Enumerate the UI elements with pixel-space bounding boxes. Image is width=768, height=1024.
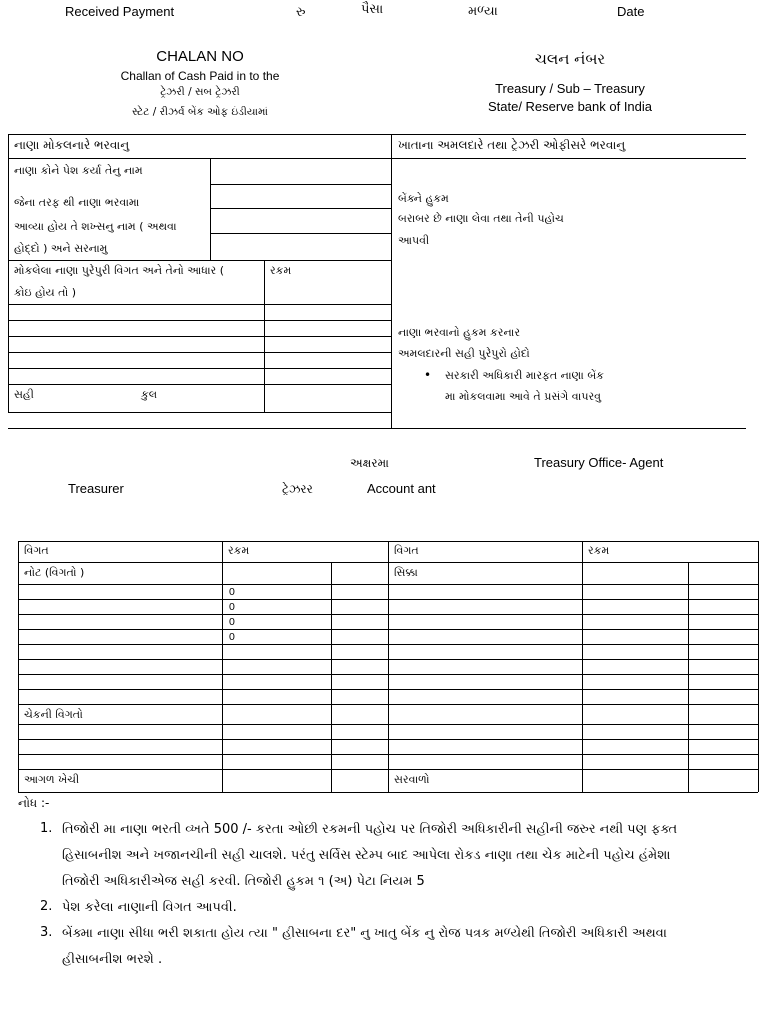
chalan-number-gu-title: ચલન નંબર (534, 50, 606, 68)
note-1-number: 1. (40, 821, 53, 836)
bullet-mark: • (424, 368, 432, 382)
received-payment-label: Received Payment (65, 4, 175, 19)
bank-order-line-1: બેંક્ને હુકમ (398, 192, 449, 205)
amount-label: રકમ (270, 264, 292, 277)
payer-line-3: હોદ્દો ) અને સરનામુ (14, 242, 108, 255)
amount-zero-2: 0 (229, 601, 235, 613)
signature-label: સહી (14, 388, 34, 401)
amount-zero-1: 0 (229, 586, 235, 598)
bullet-line-2: મા મોકલવામા આવે તે પ્રસંગે વાપરવુ (445, 390, 601, 403)
note-2-line-1: પેશ કરેલા નાણાની વિગત આપવી. (62, 900, 237, 915)
order-officer-line-2: અમલદારની સહી પુરેપુરો હોદો (398, 347, 530, 360)
note-3-line-2: હીસાબનીશ ભરશે . (62, 952, 163, 967)
col-amount-right: રકમ (588, 544, 610, 557)
accountant-label: Account ant (367, 481, 436, 496)
coins-label: સિક્કા (394, 566, 418, 579)
note-1-line-3: તિજોરી અધિકારીએજ સહી કરવી. તિજોરી હુકમ ૧ (અ) પેટા નિયમ 5 (62, 874, 425, 889)
officer-fill-header: ખાતાના અમલદારે તથા ટ્રેઝરી ઓફીસરે ભરવાનુ (398, 138, 626, 152)
rupee-label: રુ (296, 5, 306, 20)
treasurer-label: Treasurer (68, 481, 124, 496)
notes-heading: નોધ :- (18, 796, 50, 810)
bank-gu-line: સ્ટેટ / રીઝર્વ બેંક ઓફ ઇંડીયામાં (131, 106, 268, 118)
paisa-label: પૈસા (361, 2, 384, 17)
bank-order-line-3: આપવી (398, 234, 430, 247)
treasury-sub-line: Treasury / Sub – Treasury (495, 81, 645, 96)
chalan-no-title: CHALAN NO (156, 48, 244, 65)
details-line-1: મોકલેલા નાણા પુરેપુરી વિગત અને તેનો આધાર ( (14, 264, 225, 277)
treasurer-gu-label: ટ્રેઝરર (282, 482, 313, 496)
note-2-number: 2. (40, 899, 53, 914)
date-label: Date (617, 4, 645, 19)
details-line-2: કોઇ હોય તો ) (14, 286, 76, 299)
treasury-gu-line: ટ્રેઝરી / સબ ટ્રેઝરી (160, 86, 240, 98)
in-words-label: અક્ષરમા (350, 456, 389, 470)
state-reserve-line: State/ Reserve bank of India (487, 99, 653, 114)
treasury-office-agent-label: Treasury Office- Agent (534, 455, 664, 470)
note-1-line-2: હિસાબનીશ અને ખજાનચીની સહી ચાલશે. પરંતુ સર્વિસ સ્ટેમ્પ બાદ આપેલા રોકડ નાણા તથા ચેક માટેની પહોચ હંમેશા (62, 848, 671, 863)
notes-label: નોટ (વિગતો ) (24, 566, 85, 579)
presented-to-label: નાણા કોને પેશ કર્યા તેનુ નામ (14, 164, 143, 177)
col-detail-left: વિગત (24, 544, 49, 557)
bullet-line-1: સરકારી અધિકારી મારફત નાણા બેંક (445, 369, 604, 382)
note-1-line-1: તિજોરી મા નાણા ભરતી વ્ખતે 500 /- કરતા ઓછી રકમની પહોચ પર તિજોરી અધિકારીની સહીની જરુર નથી પણ ફક્ત (62, 822, 678, 837)
carried-forward-label: આગળ ખેચી (24, 773, 80, 786)
bank-order-line-2: બરાબર છે નાણા લેવા તથા તેની પહોચ (398, 212, 564, 225)
total-label: કુલ (141, 388, 158, 401)
grand-total-label: સરવાળો (394, 773, 430, 786)
amount-zero-3: 0 (229, 616, 235, 628)
note-3-number: 3. (40, 925, 53, 940)
payer-line-1: જેના તરફ થી નાણા ભરવામા (14, 196, 140, 209)
col-detail-right: વિગત (394, 544, 419, 557)
received-gu-label: મળ્યા (468, 4, 498, 19)
col-amount-left: રકમ (228, 544, 250, 557)
sender-fill-header: નાણા મોકલનારે ભરવાનુ (14, 138, 130, 152)
note-3-line-1: બેંક્મા નાણા સીધા ભરી શકાતા હોય ત્યા " હીસાબના દર" નુ ખાતુ બેંક નુ રોજ પત્રક મળ્યેથી તિજોરી અધિકારી અથવા (62, 926, 667, 941)
challan-cash-line: Challan of Cash Paid in to the (120, 69, 280, 83)
amount-zero-4: 0 (229, 631, 235, 643)
cheque-details-label: ચેકની વિગતો (24, 708, 83, 721)
payer-line-2: આવ્યા હોય તે શખ્સનુ નામ ( અથવા (14, 220, 177, 233)
order-officer-line-1: નાણા ભરવાનો હુકમ કરનાર (398, 326, 521, 339)
